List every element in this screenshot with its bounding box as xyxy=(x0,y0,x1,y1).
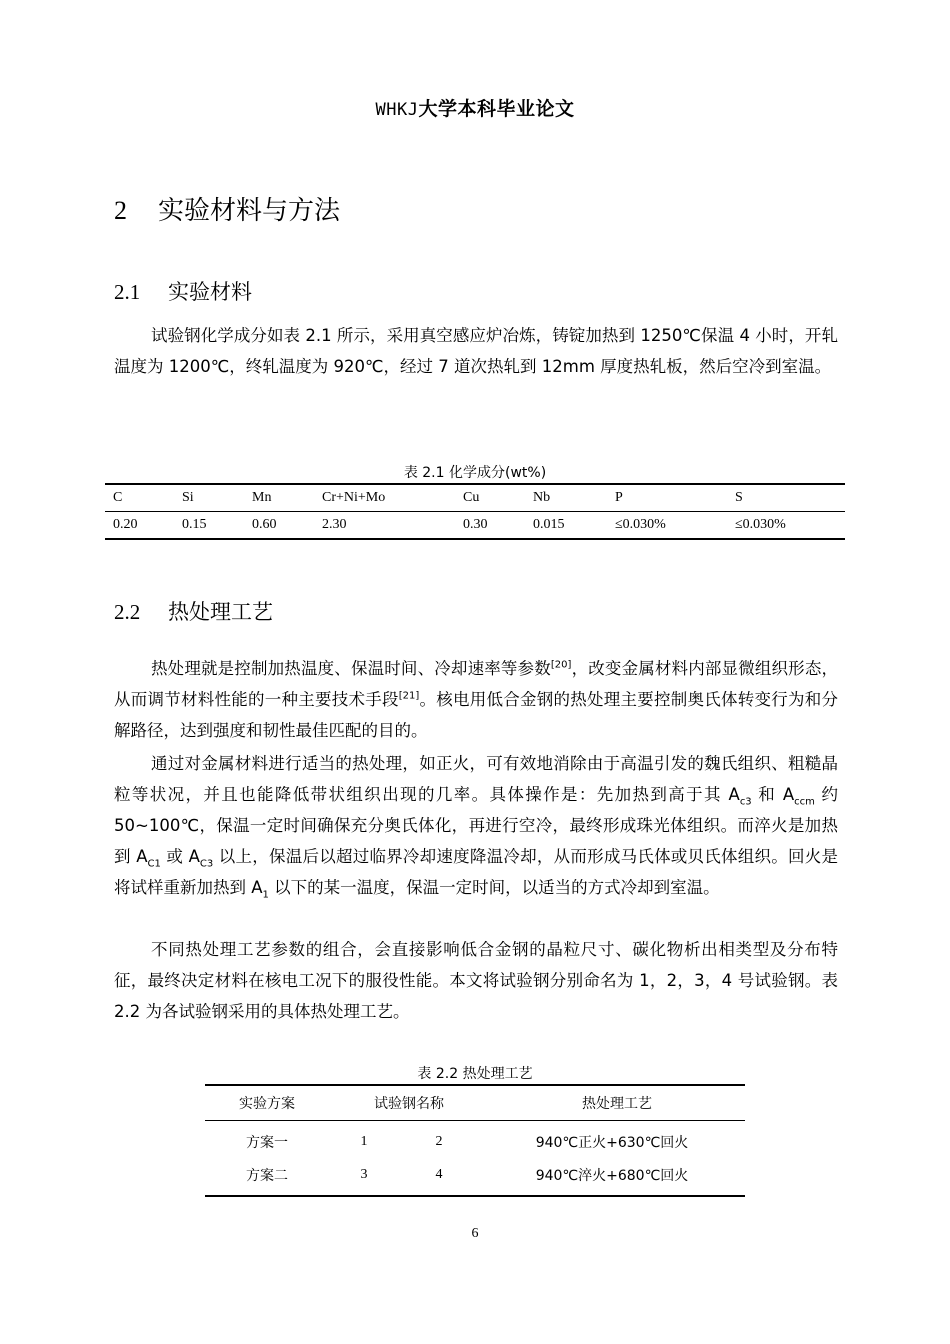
table-header-row xyxy=(105,485,845,512)
table-row xyxy=(205,1158,745,1191)
paragraph-text: ，改变金属材料内部显微组织形态，从而调节材料性能的一种主要技术手段 xyxy=(114,659,839,709)
paragraph-text: 以下的某一温度，保温一定时间，以适当的方式冷却到室温。 xyxy=(268,878,720,897)
table-cell: ≤0.030% xyxy=(735,517,786,532)
section-2-1-heading xyxy=(114,276,252,306)
subscript: C1 xyxy=(147,858,161,870)
table-header-cell: 实验方案 xyxy=(239,1096,295,1112)
table-cell: 940℃淬火+680℃回火 xyxy=(535,1167,689,1184)
section-2-1-number: 2.1 xyxy=(114,280,141,304)
table-cell: 0.60 xyxy=(252,517,277,532)
table-cell: 940℃正火+630℃回火 xyxy=(535,1134,689,1151)
table-cell: 1 xyxy=(360,1133,368,1149)
table-cell: 0.30 xyxy=(463,517,488,532)
subscript: 1 xyxy=(262,889,269,901)
table-header-cell: 热处理工艺 xyxy=(582,1096,652,1112)
paragraph-text: 。核电用低合金钢的热处理主要控制奥氏体转变行为和分解路径，达到强度和韧性最佳匹配的目的。 xyxy=(114,690,839,740)
table-cell: 4 xyxy=(435,1166,443,1182)
paragraph-text: 或 A xyxy=(160,847,200,866)
table-header-cell: Nb xyxy=(533,490,551,505)
paragraph-text: 约 50~100℃，保温一定时间确保充分奥氏体化，再进行空冷，最终形成珠光体组织。而淬火是加热到 A xyxy=(114,785,838,866)
table-header-cell: Cu xyxy=(463,490,480,505)
section-2-2-paragraph-2 xyxy=(114,748,838,903)
chapter-heading xyxy=(114,190,340,227)
subscript: ccm xyxy=(794,796,815,808)
table-header-row xyxy=(205,1086,745,1121)
table-header-cell: Cr+Ni+Mo xyxy=(322,490,386,505)
header-university-code: WHKJ xyxy=(375,100,419,120)
header-title: 大学本科毕业论文 xyxy=(418,98,575,120)
table-header-cell: P xyxy=(615,490,623,505)
section-2-1-paragraph: 试验钢化学成分如表 2.1 所示，采用真空感应炉冶炼，铸锭加热到 1250℃保温 4 小时，开轧温度为 1200℃，终轧温度为 920℃，经过 7 道次热轧到 12mm 厚度热轧板，然后空冷到室温。 xyxy=(114,326,838,376)
table-cell: 0.15 xyxy=(182,517,207,532)
table-cell: 方案一 xyxy=(246,1134,288,1151)
table-cell: 0.015 xyxy=(533,517,565,532)
citation-ref: [21] xyxy=(398,690,420,702)
section-2-2-heading xyxy=(114,596,273,626)
table-cell: 方案二 xyxy=(246,1167,288,1184)
section-2-2-title: 热处理工艺 xyxy=(168,600,273,624)
table-cell: ≤0.030% xyxy=(615,517,666,532)
section-2-2-paragraph-3: 不同热处理工艺参数的组合，会直接影响低合金钢的晶粒尺寸、碳化物析出相类型及分布特征，最终决定材料在核电工况下的服役性能。本文将试验钢分别命名为 1，2，3，4 号试验钢。表 2.2 为各试验钢采用的具体热处理工艺。 xyxy=(114,940,838,1021)
table-header-cell: C xyxy=(113,490,123,505)
table-header-cell: Mn xyxy=(252,490,272,505)
paragraph-text: 热处理就是控制加热温度、保温时间、冷却速率等参数 xyxy=(151,659,551,678)
table-2-1 xyxy=(105,483,845,540)
table-2-2 xyxy=(205,1084,745,1197)
table-cell: 0.20 xyxy=(113,517,138,532)
running-header xyxy=(0,94,950,121)
table-2-2-caption: 表 2.2 热处理工艺 xyxy=(417,1066,533,1082)
table-cell: 3 xyxy=(360,1166,368,1182)
section-2-1-title: 实验材料 xyxy=(168,280,252,304)
table-row xyxy=(105,512,845,538)
table-header-cell: S xyxy=(735,490,743,505)
paragraph-text: 通过对金属材料进行适当的热处理，如正火，可有效地消除由于高温引发的魏氏组织、粗糙晶粒等状况，并且也能降低带状组织出现的几率。具体操作是：先加热到高于其 A xyxy=(114,754,838,804)
table-header-cell: 试验钢名称 xyxy=(374,1096,444,1112)
section-2-2-number: 2.2 xyxy=(114,600,141,624)
table-2-1-caption: 表 2.1 化学成分(wt%) xyxy=(403,465,547,481)
chapter-number: 2 xyxy=(114,196,127,225)
chapter-title: 实验材料与方法 xyxy=(158,196,341,226)
table-row xyxy=(205,1125,745,1158)
subscript: c3 xyxy=(739,796,752,808)
table-cell: 2.30 xyxy=(322,517,347,532)
page-number: 6 xyxy=(471,1226,479,1241)
paragraph-text: 和 A xyxy=(751,785,795,804)
table-cell: 2 xyxy=(435,1133,443,1149)
section-2-2-paragraph-1 xyxy=(114,653,838,746)
table-header-cell: Si xyxy=(182,490,194,505)
subscript: C3 xyxy=(199,858,214,870)
citation-ref: [20] xyxy=(550,659,572,671)
paragraph-text: 以上，保温后以超过临界冷却速度降温冷却，从而形成马氏体或贝氏体组织。回火是将试样重新加热到 A xyxy=(114,847,838,897)
